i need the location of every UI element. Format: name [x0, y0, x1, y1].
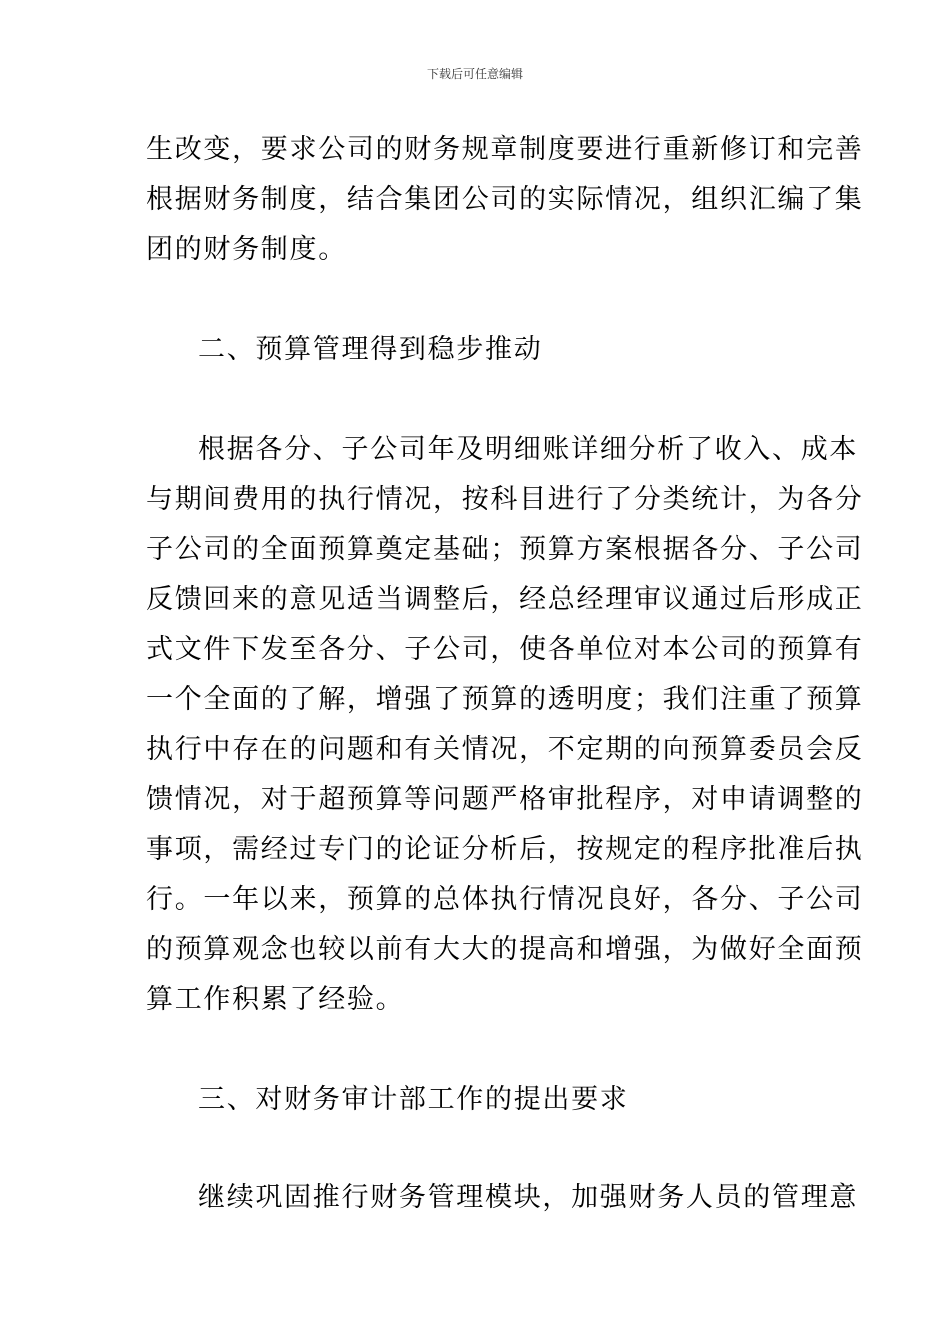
- paragraph-line: 的预算观念也较以前有大大的提高和增强，为做好全面预: [146, 934, 864, 965]
- paragraph-line: 式文件下发至各分、子公司，使各单位对本公司的预算有: [146, 634, 864, 665]
- paragraph-line: 根据财务制度，结合集团公司的实际情况，组织汇编了集: [146, 184, 864, 215]
- paragraph-line: 执行中存在的问题和有关情况，不定期的向预算委员会反: [146, 734, 864, 765]
- paragraph-line: 根据各分、子公司年及明细账详细分析了收入、成本: [198, 434, 859, 465]
- paragraph-line: 一个全面的了解，增强了预算的透明度；我们注重了预算: [146, 684, 864, 715]
- paragraph-line: 继续巩固推行财务管理模块，加强财务人员的管理意: [198, 1182, 859, 1213]
- paragraph-line: 子公司的全面预算奠定基础；预算方案根据各分、子公司: [146, 534, 864, 565]
- paragraph-line: 生改变，要求公司的财务规章制度要进行重新修订和完善: [146, 134, 864, 165]
- paragraph-line: 反馈回来的意见适当调整后，经总经理审议通过后形成正: [146, 584, 864, 615]
- paragraph-line: 行。一年以来，预算的总体执行情况良好，各分、子公司: [146, 884, 864, 915]
- section-heading: 三、对财务审计部工作的提出要求: [198, 1084, 629, 1115]
- paragraph-line: 团的财务制度。: [146, 234, 347, 265]
- paragraph-line: 算工作积累了经验。: [146, 984, 405, 1015]
- paragraph-line: 馈情况，对于超预算等问题严格审批程序，对申请调整的: [146, 784, 864, 815]
- paragraph-line: 事项，需经过专门的论证分析后，按规定的程序批准后执: [146, 834, 864, 865]
- page-header: 下载后可任意编辑: [426, 67, 523, 81]
- section-heading: 二、预算管理得到稳步推动: [198, 334, 543, 365]
- paragraph-line: 与期间费用的执行情况，按科目进行了分类统计，为各分: [146, 484, 864, 515]
